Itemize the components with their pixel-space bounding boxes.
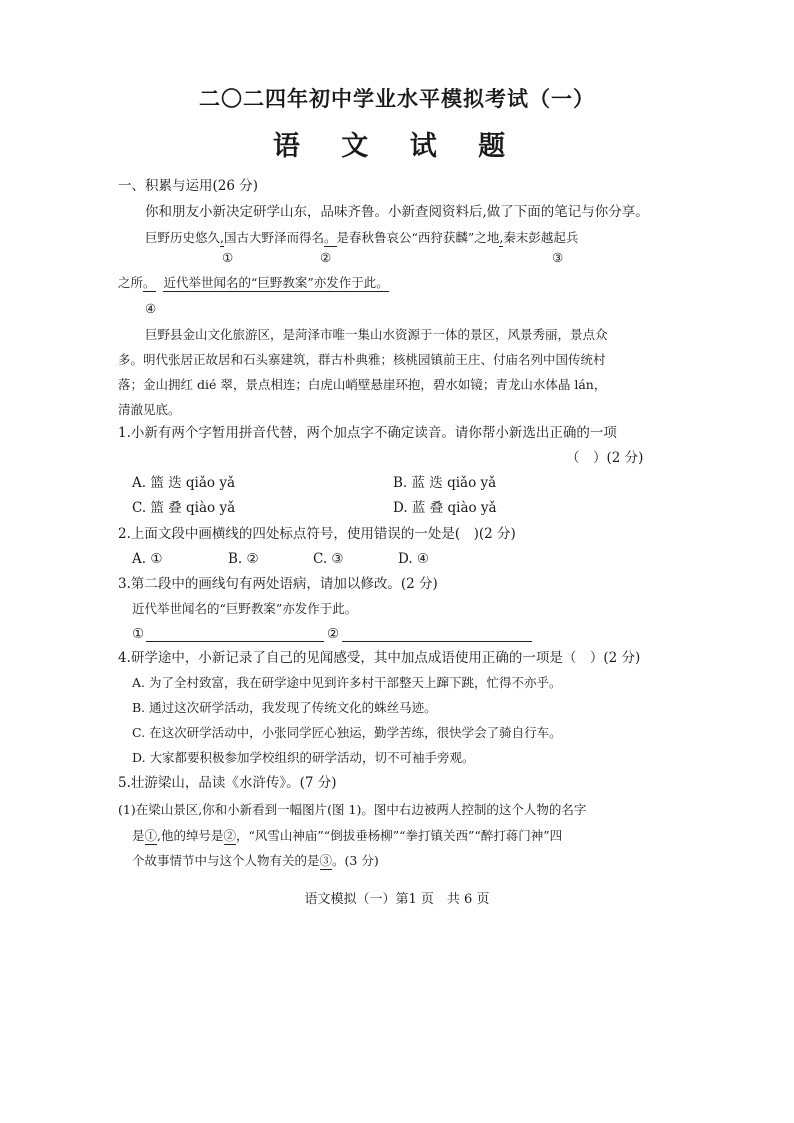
note-paragraph-1-line-1: 巨野历史悠久,国古大野泽而得名。是春秋鲁哀公“西狩获麟”之地,秦末彭越起兵 <box>145 230 579 245</box>
q1-stem: 1.小新有两个字暂用拼音代替，两个加点字不确定读音。请你帮小新选出正确的一项 <box>118 425 617 441</box>
q5-answer-blank-1[interactable]: ① <box>144 828 158 843</box>
q5-stem: 5.壮游梁山，品读《水浒传》。(7 分) <box>118 775 337 791</box>
q5-answer-blank-2[interactable]: ② <box>223 828 237 843</box>
q5-sub1-line-3: 个故事情节中与这个人物有关的是③。(3 分) <box>132 853 379 868</box>
page-footer: 语文模拟（一）第1 页 共 6 页 <box>304 892 490 907</box>
q3-stem: 3.第二段中的画线句有两处语病，请加以修改。(2 分) <box>118 576 438 592</box>
q3-blank-2-label: ② <box>327 626 340 642</box>
q1-option-b: B. 蓝 迭 qiǎo yǎ <box>393 475 497 491</box>
q1-score: （ ）(2 分) <box>566 450 644 466</box>
note-paragraph-2-line-4: 清澈见底。 <box>118 402 181 417</box>
q4-option-a: A. 为了全村致富，我在研学途中见到许多村干部整天上蹿下跳，忙得不亦乎。 <box>132 675 562 690</box>
exam-title: 二〇二四年初中学业水平模拟考试（一） <box>199 87 595 111</box>
q1-option-a: A. 篮 迭 qiǎo yǎ <box>132 475 236 491</box>
q4-stem: 4.研学途中，小新记录了自己的见闻感受，其中加点成语使用正确的一项是（ ）(2 分) <box>118 650 641 666</box>
q2-option-b: B. ② <box>228 551 259 567</box>
q1-option-d: D. 蓝 叠 qiào yǎ <box>393 500 497 516</box>
note-paragraph-2-line-2: 多。明代张居正故居和石头寨建筑，群古朴典雅；核桃园镇前王庄、付庙名列中国传统村 <box>118 352 606 367</box>
note-paragraph-2-line-3: 落；金山拥红 dié 翠，景点相连；白虎山峭壁悬崖环抱，碧水如镜；青龙山水体晶 lán， <box>118 377 607 392</box>
q4-option-b: B. 通过这次研学活动，我发现了传统文化的蛛丝马迹。 <box>132 700 437 715</box>
q4-option-d: D. 大家都要积极参加学校组织的研学活动，切不可袖手旁观。 <box>132 750 475 765</box>
marker-4: ④ <box>145 301 157 316</box>
q3-answer-line-1[interactable] <box>146 641 324 642</box>
marker-2: ② <box>320 250 332 265</box>
q2-option-c: C. ③ <box>313 551 344 567</box>
note-paragraph-1-line-2: 之所。 近代举世闻名的“巨野教案”亦发作于此。 <box>118 275 389 290</box>
q3-sentence: 近代举世闻名的“巨野教案”亦发作于此。 <box>132 601 358 616</box>
q5-sub1-line-2: 是①,他的绰号是②，“风雪山神庙”“倒拔垂杨柳”“拳打镇关西”“醉打蒋门神”四 <box>132 828 563 843</box>
marker-3: ③ <box>552 250 564 265</box>
intro-paragraph: 你和朋友小新决定研学山东，品味齐鲁。小新查阅资料后,做了下面的笔记与你分享。 <box>145 204 649 220</box>
q2-option-a: A. ① <box>132 551 163 567</box>
marker-1: ① <box>222 250 234 265</box>
section-heading: 一、积累与运用(26 分) <box>118 178 259 194</box>
note-paragraph-2-line-1: 巨野县金山文化旅游区，是菏泽市唯一集山水资源于一体的景区，风景秀丽，景点众 <box>145 327 608 342</box>
q5-sub1-line-1: (1)在梁山景区,你和小新看到一幅图片(图 1)。图中右边被两人控制的这个人物的名字 <box>118 802 587 817</box>
q2-stem: 2.上面文段中画横线的四处标点符号，使用错误的一处是( )(2 分) <box>118 526 516 542</box>
subject-title: 语 文 试 题 <box>272 131 522 162</box>
q4-option-c: C. 在这次研学活动中，小张同学匠心独运，勤学苦练，很快学会了骑自行车。 <box>132 725 562 740</box>
q2-option-d: D. ④ <box>398 551 430 567</box>
q3-blank-1-label: ① <box>132 626 145 642</box>
q1-option-c: C. 篮 叠 qiào yǎ <box>132 500 236 516</box>
q5-answer-blank-3[interactable]: ③ <box>319 853 333 868</box>
q3-answer-line-2[interactable] <box>342 641 532 642</box>
